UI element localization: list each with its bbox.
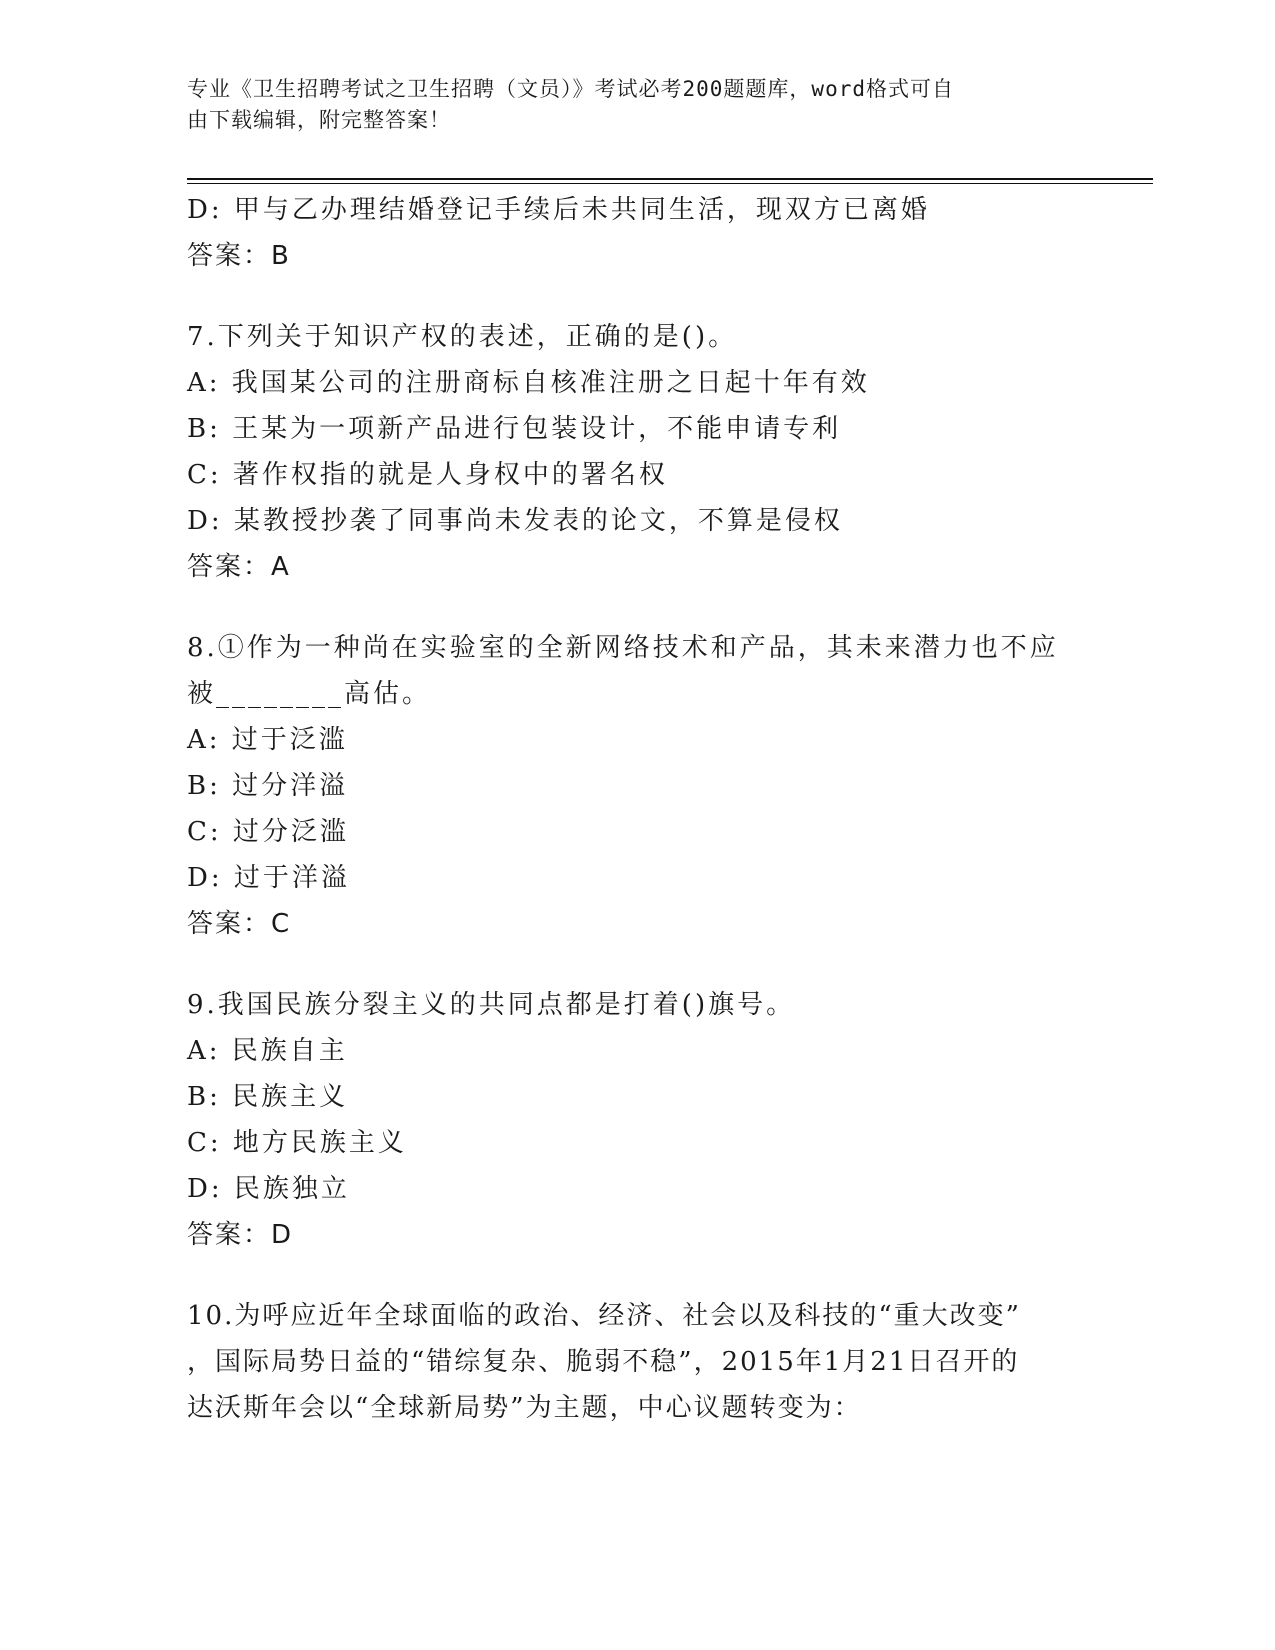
option-a: A: 我国某公司的注册商标自核准注册之日起十年有效: [187, 368, 870, 398]
spacer: [187, 590, 1087, 625]
answer-label: 答案：B: [187, 241, 291, 271]
answer-label: 答案：A: [187, 552, 291, 582]
answer-label: 答案：D: [187, 1220, 294, 1250]
option-a: A: 民族自主: [187, 1036, 348, 1066]
question-stem-continued: 达沃斯年会以“全球新局势”为主题，中心议题转变为：: [187, 1393, 862, 1423]
option-b: B: 王某为一项新产品进行包装设计，不能申请专利: [187, 414, 842, 444]
header-line-1: 专业《卫生招聘考试之卫生招聘（文员）》考试必考200题题库，word格式可自: [187, 77, 954, 101]
question-block-10: [187, 1293, 1087, 1431]
header-divider: [187, 178, 1153, 184]
spacer: [187, 279, 1087, 314]
option-d: D: 甲与乙办理结婚登记手续后未共同生活，现双方已离婚: [187, 195, 930, 225]
option-a: A: 过于泛滥: [187, 725, 348, 755]
document-header: [187, 74, 1067, 136]
question-list: [187, 187, 1087, 1431]
option-d: D: 过于洋溢: [187, 863, 350, 893]
spacer: [187, 947, 1087, 982]
option-d: D: 某教授抄袭了同事尚未发表的论文，不算是侵权: [187, 506, 843, 536]
option-c: C: 地方民族主义: [187, 1128, 407, 1158]
option-c: C: 著作权指的就是人身权中的署名权: [187, 460, 668, 490]
option-d: D: 民族独立: [187, 1174, 350, 1204]
option-c: C: 过分泛滥: [187, 817, 349, 847]
question-block-8: [187, 625, 1087, 947]
spacer: [187, 1258, 1087, 1293]
question-block-7: [187, 314, 1087, 590]
question-stem: 8.①作为一种尚在实验室的全新网络技术和产品，其未来潜力也不应: [187, 633, 1059, 663]
option-b: B: 民族主义: [187, 1082, 349, 1112]
question-stem: 9.我国民族分裂主义的共同点都是打着()旗号。: [187, 990, 796, 1020]
question-stem: 7.下列关于知识产权的表述，正确的是()。: [187, 322, 738, 352]
header-line-2: 由下载编辑，附完整答案！: [187, 108, 451, 132]
answer-label: 答案：C: [187, 909, 292, 939]
question-stem: 10.为呼应近年全球面临的政治、经济、社会以及科技的“重大改变”: [187, 1301, 1021, 1331]
question-stem-continued: ，国际局势日益的“错综复杂、脆弱不稳”，2015年1月21日召开的: [187, 1347, 1020, 1377]
question-block-9: [187, 982, 1087, 1258]
question-stem-continued: 被________高估。: [187, 679, 432, 709]
question-block-previous: [187, 187, 1087, 279]
option-b: B: 过分洋溢: [187, 771, 349, 801]
